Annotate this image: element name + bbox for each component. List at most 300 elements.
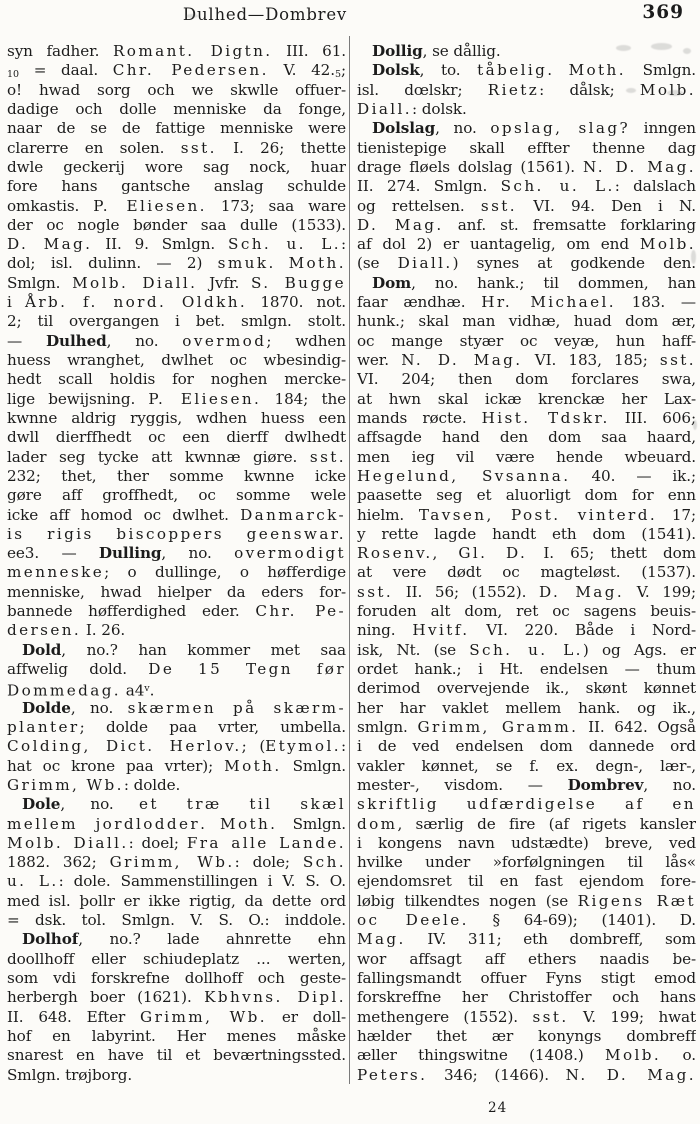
text-segment: V. 199; hwat <box>568 1007 696 1026</box>
text-line <box>7 757 346 776</box>
text-segment: 5 <box>334 69 341 81</box>
text-line <box>7 486 346 505</box>
text-line <box>357 988 696 1007</box>
text-line <box>357 139 696 158</box>
text-segment: , no. hank.; til dommen, han <box>411 273 696 292</box>
text-line <box>357 525 696 544</box>
text-segment: y rette lagde handt eth dom (1541). <box>357 524 696 543</box>
text-segment: anf. st. fremsatte forklaring <box>443 215 696 234</box>
text-segment: Mag. <box>357 930 406 949</box>
text-segment: menniske, hwad hielper da eders for- <box>7 582 346 601</box>
text-segment: 2; til overgangen i bet. smlgn. stolt. <box>7 312 346 331</box>
text-segment: sst. <box>532 1007 569 1026</box>
text-line <box>357 795 696 814</box>
text-segment: æller thingswitne (1408.) <box>357 1046 606 1065</box>
text-segment: : dole. Sammenstillingen i V. S. O. <box>58 872 346 891</box>
text-segment: I. 26. <box>81 621 126 640</box>
text-line <box>357 119 696 138</box>
text-segment: N. D. Mag. <box>565 1065 696 1084</box>
text-segment: 10 <box>7 69 20 81</box>
text-segment: Smlgn. <box>625 61 696 80</box>
text-segment: VI. 183, 185; <box>522 351 660 369</box>
text-segment: hvilke under »forfølgningen til lås« <box>357 853 696 872</box>
text-line <box>357 390 696 409</box>
text-line <box>357 930 696 949</box>
text-line <box>7 892 346 911</box>
text-segment: , to. <box>419 61 478 80</box>
text-segment: med isl. þollr er ikke rigtig, da dette ord <box>7 891 346 910</box>
text-segment: VI. 94. Den i N. <box>517 196 696 215</box>
text-segment: Diall. <box>397 254 453 273</box>
text-segment: Sch. u. L. <box>228 235 341 254</box>
text-segment: ; o dullinge, o høfferdige <box>104 563 346 582</box>
text-segment: , no. <box>106 331 183 350</box>
text-segment: 183. — <box>615 293 696 312</box>
text-line <box>357 293 696 312</box>
text-segment: ning. <box>357 621 413 640</box>
text-segment: ; <box>340 61 346 80</box>
text-segment: Fra alle Lande. <box>186 833 346 852</box>
text-line <box>7 1027 346 1046</box>
text-segment: Romant. Digtn. <box>112 42 273 60</box>
text-line <box>357 409 696 428</box>
text-segment: o. <box>661 1046 696 1065</box>
text-segment: Molb. <box>639 80 696 99</box>
text-line <box>7 834 346 853</box>
text-segment: = daal. <box>19 61 113 80</box>
text-segment: mands røcte. <box>357 408 482 427</box>
text-line <box>7 641 346 660</box>
text-line <box>357 42 696 61</box>
text-line <box>7 293 346 312</box>
text-segment: . <box>200 814 220 833</box>
text-segment: faar ændhæ. <box>357 293 482 312</box>
text-segment: I. 65; thett dom <box>527 544 696 563</box>
text-line <box>7 737 346 756</box>
text-line <box>357 100 696 119</box>
text-line <box>7 699 346 718</box>
text-line <box>7 428 346 447</box>
text-segment: , no.? lade ahnrette ehn <box>78 930 346 949</box>
text-segment: smuk <box>217 254 269 273</box>
text-segment: Sch. u. L. <box>500 177 615 196</box>
text-segment: derimod overvejende ik., skønt kønnet <box>357 679 696 698</box>
text-segment: II. 648. Efter <box>7 1007 141 1026</box>
text-line <box>357 370 696 389</box>
text-line <box>7 119 346 138</box>
text-segment: , no. <box>435 119 491 138</box>
text-segment: : dålsk; <box>539 80 640 99</box>
text-segment: is rigis biscoppers geenswar. <box>7 524 346 543</box>
text-line <box>7 795 346 814</box>
text-line <box>7 235 346 254</box>
text-segment: mester-, visdom. — <box>357 775 568 794</box>
text-segment: inngen <box>630 119 696 138</box>
text-line <box>357 950 696 969</box>
text-segment: P. Eliesen. <box>148 389 262 408</box>
text-segment: § 64-69); (1401). D. <box>468 911 696 930</box>
text-segment: smlgn. <box>357 717 418 736</box>
text-segment: løbig tilkendtes nogen (se <box>357 891 578 910</box>
text-line <box>357 332 696 351</box>
text-segment: 346; (1466). <box>427 1065 566 1084</box>
text-segment: opslag, slag? <box>490 119 631 138</box>
text-segment: Chr. Pe- <box>255 602 346 621</box>
text-line <box>7 621 346 640</box>
text-segment: methengere (1552). <box>357 1007 533 1026</box>
column-divider <box>349 36 350 1084</box>
text-segment: Grimm, Wb. <box>7 775 124 794</box>
text-segment: affsagde hand den dom saa haard, <box>357 428 696 447</box>
text-segment: naar de se de fattige menniske were <box>7 119 346 138</box>
text-segment: hof en labyrint. Her menes måske <box>7 1026 346 1045</box>
text-line <box>357 872 696 891</box>
text-line <box>7 911 346 930</box>
text-segment: men ieg vil være hende wbeuard. <box>357 447 696 466</box>
text-segment: ee3. — <box>7 544 99 563</box>
text-segment: P. Eliesen. <box>93 196 207 215</box>
text-line <box>7 1066 346 1085</box>
text-segment: Dold <box>22 640 62 659</box>
text-segment: : dolde. <box>123 775 181 794</box>
text-segment: II. 56; (1552). <box>393 582 539 601</box>
text-segment: Diall. <box>357 99 413 118</box>
scan-artifact <box>651 43 672 50</box>
text-segment: 1882. 362; <box>7 853 110 872</box>
text-segment: sst. <box>180 138 217 157</box>
text-line <box>357 621 696 640</box>
text-segment: Hvitf. <box>412 621 470 640</box>
text-segment: skærmen på skærm- <box>127 698 346 717</box>
text-segment: foruden alt dom, ret oc sagens beuis- <box>357 602 696 621</box>
text-segment: lige bewijsning. <box>7 389 149 408</box>
text-segment: i <box>7 293 25 312</box>
text-line <box>357 254 696 273</box>
text-line <box>7 100 346 119</box>
text-segment: De 15 Tegn før <box>148 660 346 678</box>
text-line <box>7 312 346 331</box>
text-segment: 232; thet, ther somme kwnne icke <box>7 466 346 485</box>
text-line <box>7 563 346 582</box>
text-line <box>357 274 696 293</box>
text-line <box>7 872 346 891</box>
text-segment: Colding, Dict. Herlov. <box>7 737 242 756</box>
text-segment: herbergh boer (1621). <box>7 988 205 1007</box>
text-line <box>7 254 346 273</box>
text-line <box>7 467 346 486</box>
text-segment: o! hwad sorg och we skwlle offuer- <box>7 80 346 99</box>
text-line <box>357 158 696 177</box>
text-line <box>357 602 696 621</box>
text-segment: IV. 311; eth dombreff, som <box>405 930 696 949</box>
text-segment: Danmarck- <box>240 505 346 524</box>
text-segment: af dol 2) er uantagelig, om end <box>357 235 640 254</box>
text-segment: hielm. <box>357 505 419 524</box>
text-segment: bannede høfferdighed eder. <box>7 602 256 621</box>
text-line <box>357 61 696 80</box>
text-line <box>7 42 346 61</box>
text-segment: ; ( <box>241 737 266 756</box>
text-segment: sst. <box>659 351 696 369</box>
text-line <box>357 834 696 853</box>
text-segment: . <box>149 681 155 699</box>
text-segment: wer. <box>357 351 402 369</box>
text-line <box>7 332 346 351</box>
text-segment: lader seg tycke att kwnnæ giøre. <box>7 447 310 466</box>
text-segment: Grimm, Wb. <box>109 853 235 872</box>
text-segment: Moth. <box>224 756 282 775</box>
text-segment: Molb. Diall. <box>7 833 129 852</box>
text-segment: i de ved endelsen dom dannede ord <box>357 737 696 756</box>
text-segment: S. Bugge <box>250 273 346 292</box>
text-segment: II. 642. Også <box>578 717 696 736</box>
text-segment: Hr. Michael. <box>481 293 616 312</box>
text-segment: huess wranghet, dwlhet oc wbesindig- <box>7 351 346 369</box>
text-segment: Dulling <box>98 544 162 563</box>
text-segment: affwelig dold. <box>7 660 149 678</box>
text-line <box>357 641 696 660</box>
text-segment: . <box>547 61 569 80</box>
text-segment: , no. <box>60 795 139 814</box>
text-segment: i kongens navn udstædte) breve, ved <box>357 833 696 852</box>
text-segment: hedt scall holdis for noghen mercke- <box>7 370 346 389</box>
text-line <box>7 969 346 988</box>
text-line <box>357 1066 696 1085</box>
text-segment: sst. <box>480 196 517 215</box>
text-line <box>7 815 346 834</box>
text-segment: D. Mag. <box>538 582 625 601</box>
text-line <box>7 177 346 196</box>
text-line <box>357 911 696 930</box>
scan-artifact <box>691 250 696 264</box>
text-line <box>357 312 696 331</box>
text-segment: er doll- <box>267 1007 346 1026</box>
text-segment: Etymol. <box>265 737 341 756</box>
text-segment: Sch. <box>302 853 346 872</box>
text-line <box>357 1027 696 1046</box>
text-segment: ordet hank.; i Ht. endelsen — thum <box>357 660 696 678</box>
text-segment: tåbelig <box>477 61 548 80</box>
text-line <box>357 235 696 254</box>
text-line <box>7 930 346 949</box>
text-line <box>357 660 696 679</box>
text-segment: Tavsen, Post. vinterd. <box>418 505 658 524</box>
text-segment: , særlig de fire (af rigets kansler <box>397 814 696 833</box>
text-segment: , no. <box>161 544 235 563</box>
text-segment: , no. <box>70 698 128 717</box>
text-segment: Grimm, Gramm. <box>417 717 579 736</box>
text-line <box>7 139 346 158</box>
text-line <box>7 853 346 872</box>
text-segment: N. D. Mag. <box>583 157 696 176</box>
text-segment: isk, Nt. (se <box>357 640 470 659</box>
scan-artifact <box>693 420 697 430</box>
text-line <box>357 776 696 795</box>
text-line <box>7 197 346 216</box>
text-segment: Jvfr. <box>197 273 251 292</box>
text-segment: forskreffne her Christoffer och hans <box>357 988 696 1007</box>
text-segment: Kbhvns. Dipl. <box>204 988 346 1007</box>
text-segment: syn fadher. <box>7 42 113 60</box>
text-line <box>357 1046 696 1065</box>
text-segment: Dolhof <box>22 930 79 949</box>
text-line <box>7 950 346 969</box>
text-segment: Molb. Diall. <box>72 273 198 292</box>
text-segment: N. D. Mag. <box>401 351 523 369</box>
text-segment: Dollig <box>372 42 423 60</box>
text-line <box>7 506 346 525</box>
text-line <box>357 197 696 216</box>
text-line <box>7 544 346 563</box>
text-segment: oc mange styær oc veyæ, hun haff- <box>357 331 696 350</box>
text-segment: ejendomsret til en fast ejendom fore- <box>357 872 696 891</box>
text-segment: : <box>340 737 346 756</box>
text-segment: tienistepige skall effter thenne dag <box>357 138 696 157</box>
text-line <box>7 1046 346 1065</box>
text-line <box>7 525 346 544</box>
text-segment: Hist. Tdskr. <box>481 408 610 427</box>
text-segment: Dolslag <box>372 119 436 138</box>
text-line <box>357 815 696 834</box>
text-segment: III. 606; <box>609 408 696 427</box>
text-line <box>357 679 696 698</box>
text-line <box>357 699 696 718</box>
text-segment: , se dållig. <box>422 42 501 60</box>
text-segment: dadige och dolle menniske da fonge, <box>7 99 346 118</box>
text-segment: icke aff homod oc dwlhet. <box>7 505 241 524</box>
text-segment: v <box>144 683 150 695</box>
text-segment: ) synes at godkende den. <box>452 254 696 273</box>
text-segment: isl. dœlskr; <box>357 80 488 99</box>
text-segment: oc Deele. <box>357 911 469 930</box>
text-segment: overmod <box>182 331 267 350</box>
text-line <box>357 544 696 563</box>
text-segment: (se <box>357 254 398 273</box>
text-segment: Moth. <box>288 254 346 273</box>
text-line <box>7 351 346 370</box>
text-segment: u. L. <box>7 872 59 891</box>
text-segment: Årb. f. nord. Oldkh. <box>24 293 248 312</box>
text-segment: II. 274. Smlgn. <box>357 177 501 196</box>
text-segment: D. Mag. <box>7 235 93 254</box>
text-segment: , no.? han kommer met saa <box>61 640 346 659</box>
text-segment: at vere dødt oc magteløst. (1537). <box>357 563 696 582</box>
text-line <box>7 390 346 409</box>
text-segment: ; wdhen <box>266 331 346 350</box>
text-segment: V. 199; <box>624 582 696 601</box>
text-segment: Dommedag. <box>7 681 122 699</box>
text-segment: at hwn skal ickæ krenckæ her Lax- <box>357 389 696 408</box>
text-segment: Dolde <box>22 698 71 717</box>
text-line <box>357 506 696 525</box>
text-segment: skriftlig udfærdigelse af en <box>357 795 696 814</box>
text-line <box>357 563 696 582</box>
text-line <box>7 602 346 621</box>
text-segment: gøre aff groffhedt, oc somme wele <box>7 486 346 505</box>
text-segment: mellem jordlodder <box>7 814 201 833</box>
text-segment: Peters. <box>357 1065 428 1084</box>
text-segment: dom <box>357 814 398 833</box>
scan-artifact <box>667 90 683 96</box>
text-line <box>7 718 346 737</box>
text-segment: sst. <box>309 447 346 466</box>
text-segment: Dombrev <box>567 775 644 794</box>
text-line <box>357 853 696 872</box>
text-segment: dwll dierffhedt oc een dierff dwlhedt <box>7 428 346 447</box>
text-segment: Hegelund, Svsanna. <box>357 466 571 485</box>
text-segment: VI. 204; then dom forclares swa, <box>357 370 696 389</box>
text-segment: Dole <box>22 795 61 814</box>
text-segment: drage fløels dolslag (1561). <box>357 157 584 176</box>
text-segment: omkastis. <box>7 196 94 215</box>
text-segment: Molb. <box>639 235 696 254</box>
text-segment: Smlgn. <box>7 273 73 292</box>
text-segment: fore hans gantsche anslag schulde <box>7 177 346 196</box>
text-line <box>357 969 696 988</box>
text-segment: . <box>268 254 289 273</box>
text-segment: 1870. not. <box>247 293 346 312</box>
text-segment: Dolsk <box>372 61 420 80</box>
text-line <box>7 679 346 698</box>
text-segment: V. 42. <box>268 61 335 80</box>
text-line <box>7 988 346 1007</box>
text-line <box>7 776 346 795</box>
text-line <box>357 1008 696 1027</box>
text-segment: ) og Ags. er <box>582 640 696 659</box>
text-line <box>7 583 346 602</box>
text-segment: og rettelsen. <box>357 196 481 215</box>
signature-mark: 24 <box>488 1100 508 1116</box>
text-line <box>7 409 346 428</box>
text-line <box>7 81 346 100</box>
text-segment: a4 <box>121 681 145 699</box>
text-line <box>7 158 346 177</box>
text-segment: , no. <box>643 775 696 794</box>
text-line <box>357 583 696 602</box>
text-segment: hat oc krone paa vrter); <box>7 756 225 775</box>
text-segment: D. Mag. <box>357 215 444 234</box>
text-segment: overmodigt <box>234 544 346 563</box>
text-segment: wor affsagt aff ethers naadis be- <box>357 949 696 968</box>
text-line <box>7 61 346 80</box>
text-segment: Rosenv., Gl. D. <box>357 544 528 563</box>
text-segment: vakler kønnet, se f. ex. degn-, lær-, <box>357 756 696 775</box>
text-segment: VI. 220. Både i Nord- <box>469 621 696 640</box>
left-column <box>7 42 346 1085</box>
text-segment: menneske <box>7 563 105 582</box>
page-number: 369 <box>642 2 684 23</box>
text-line <box>357 177 696 196</box>
text-line <box>7 448 346 467</box>
text-segment: 40. — ik.; <box>570 466 696 485</box>
text-segment: Dom <box>372 273 412 292</box>
text-segment: Grimm, Wb. <box>140 1007 268 1026</box>
text-segment: : dole; <box>234 853 303 872</box>
text-segment: her har vaklet mellem hank. og ik., <box>357 698 696 717</box>
text-line <box>357 718 696 737</box>
scan-artifact <box>186 14 198 18</box>
text-segment: Molb. <box>605 1046 662 1065</box>
text-segment: Smlgn. trøjborg. <box>7 1065 133 1084</box>
scan-artifact <box>616 45 631 51</box>
text-segment: 173; saa ware <box>206 196 346 215</box>
text-line <box>7 660 346 679</box>
text-segment: I. 26; thette <box>216 138 346 157</box>
text-segment: III. 61. <box>272 42 346 60</box>
text-segment: som vdi forskrefne dollhoff och geste- <box>7 969 346 987</box>
text-segment: Smlgn. <box>277 814 346 833</box>
text-segment: doollhoff eller schiudeplatz ... werten, <box>7 949 346 968</box>
